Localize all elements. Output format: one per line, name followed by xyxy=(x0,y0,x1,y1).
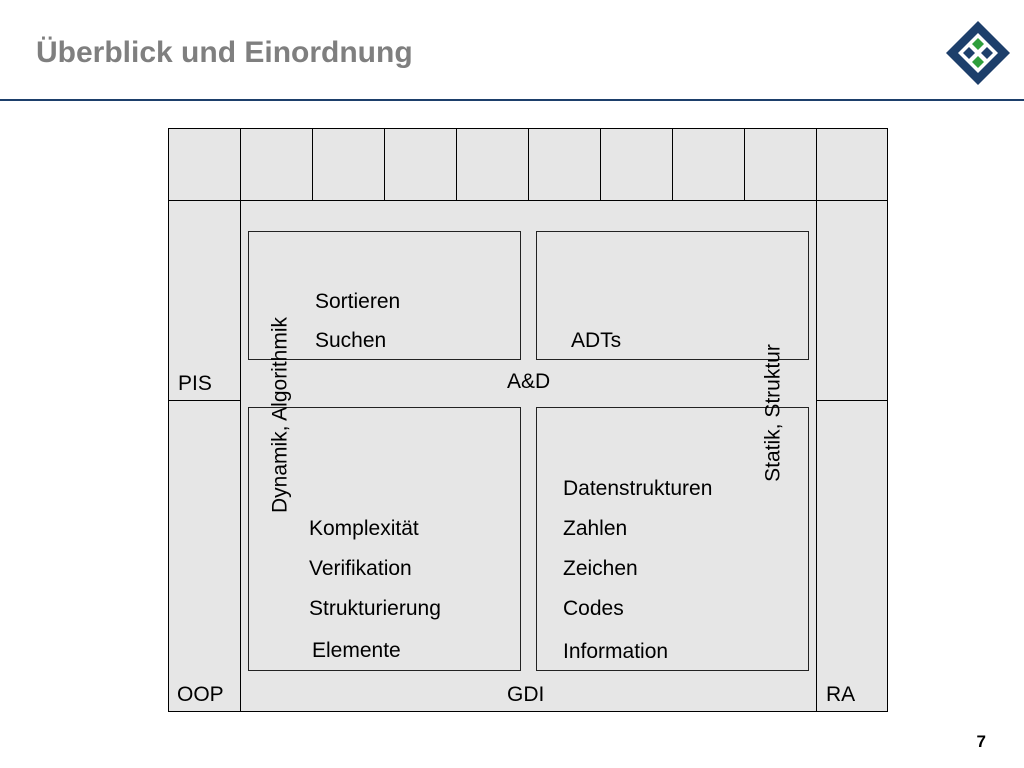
item-elemente: Elemente xyxy=(312,639,401,662)
item-suchen: Suchen xyxy=(315,329,387,352)
item-komplexitaet: Komplexität xyxy=(309,517,419,540)
top-cell xyxy=(600,128,673,201)
ra-upper-block xyxy=(816,200,888,401)
label-ad: A&D xyxy=(507,370,551,393)
top-cell xyxy=(312,128,385,201)
top-cell xyxy=(528,128,601,201)
item-adts: ADTs xyxy=(571,329,622,352)
item-zeichen: Zeichen xyxy=(563,557,638,580)
oop-block xyxy=(168,400,241,712)
top-cell xyxy=(672,128,745,201)
item-codes: Codes xyxy=(563,597,624,620)
top-cell xyxy=(384,128,457,201)
top-cell xyxy=(240,128,313,201)
top-cell xyxy=(456,128,529,201)
label-oop: OOP xyxy=(177,683,224,706)
pis-block xyxy=(168,200,241,401)
label-gdi: GDI xyxy=(507,683,545,706)
item-sortieren: Sortieren xyxy=(315,290,401,313)
top-cell xyxy=(168,128,241,201)
page-number: 7 xyxy=(976,732,986,751)
label-ra: RA xyxy=(826,683,856,706)
diamond-logo-icon xyxy=(945,20,1011,86)
top-cell xyxy=(816,128,888,201)
axis-dynamics-label: Dynamik, Algorithmik xyxy=(268,316,292,514)
item-strukturierung: Strukturierung xyxy=(309,597,441,620)
title-divider xyxy=(0,99,1024,101)
ra-block xyxy=(816,400,888,712)
item-information: Information xyxy=(563,640,669,663)
item-datenstrukturen: Datenstrukturen xyxy=(563,477,713,500)
slide-title: Überblick und Einordnung xyxy=(36,36,413,69)
item-verifikation: Verifikation xyxy=(309,557,412,580)
label-pis: PIS xyxy=(178,372,212,395)
item-zahlen: Zahlen xyxy=(563,517,628,540)
top-cell xyxy=(744,128,817,201)
axis-statics-label: Statik, Struktur xyxy=(761,344,785,482)
